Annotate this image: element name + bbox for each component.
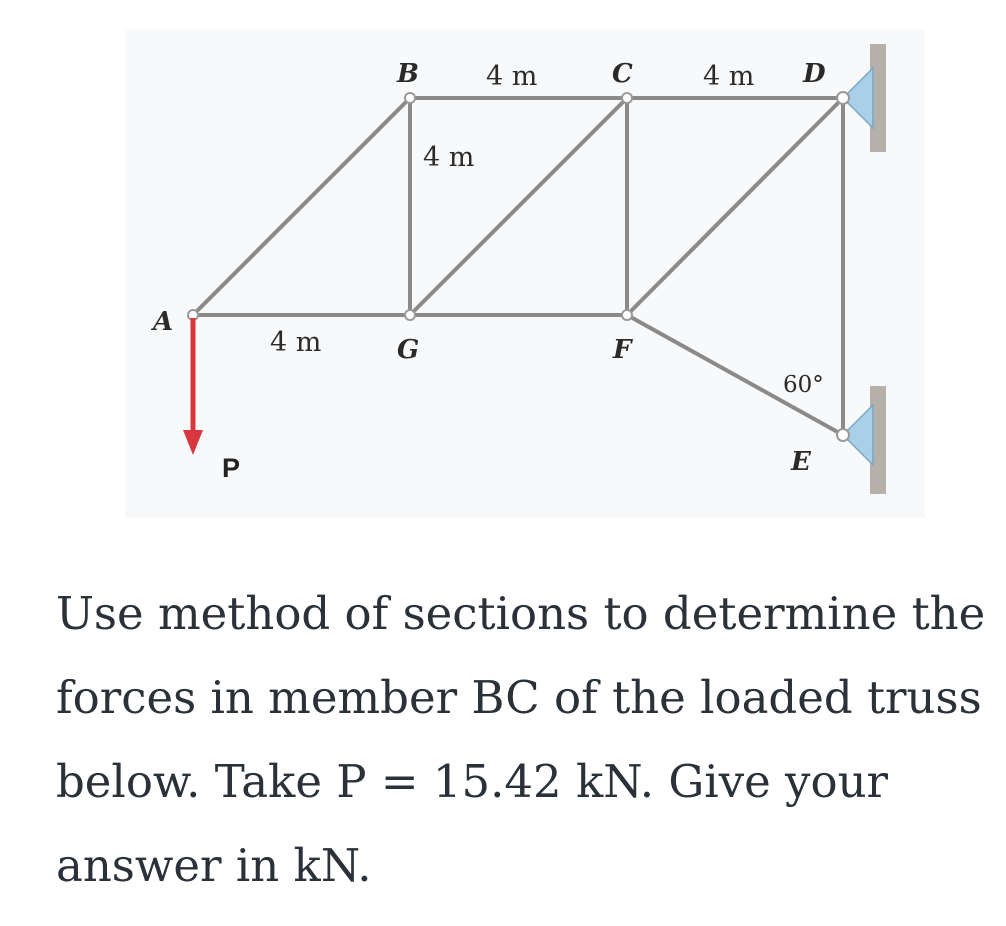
label-joint-d: D: [803, 59, 826, 89]
load-label: P: [222, 453, 241, 483]
question-text: [56, 572, 1001, 908]
question-line-3: below. Take P = 15.42 kN. Give your: [56, 755, 889, 808]
label-joint-e: E: [791, 447, 811, 477]
dimension-bc: 4 m: [486, 61, 538, 92]
dimension-ag: 4 m: [270, 327, 322, 358]
label-joint-g: G: [397, 335, 420, 365]
label-joint-a: A: [153, 307, 174, 337]
figure-background: [125, 30, 925, 518]
joint-c: [622, 93, 632, 103]
label-joint-c: C: [612, 59, 633, 89]
question-line-1: Use method of sections to determine the: [56, 587, 986, 640]
dimension-cd: 4 m: [703, 61, 755, 92]
label-joint-f: F: [613, 335, 632, 365]
joint-e: [837, 429, 849, 441]
joint-f: [622, 310, 632, 320]
label-joint-b: B: [397, 59, 419, 89]
angle-label: 60°: [783, 372, 824, 398]
joint-b: [405, 93, 415, 103]
dimension-bg: 4 m: [423, 142, 475, 173]
joint-d: [837, 92, 849, 104]
question-line-4: answer in kN.: [56, 839, 372, 892]
question-line-2: forces in member BC of the loaded truss: [56, 671, 982, 724]
joint-g: [405, 310, 415, 320]
